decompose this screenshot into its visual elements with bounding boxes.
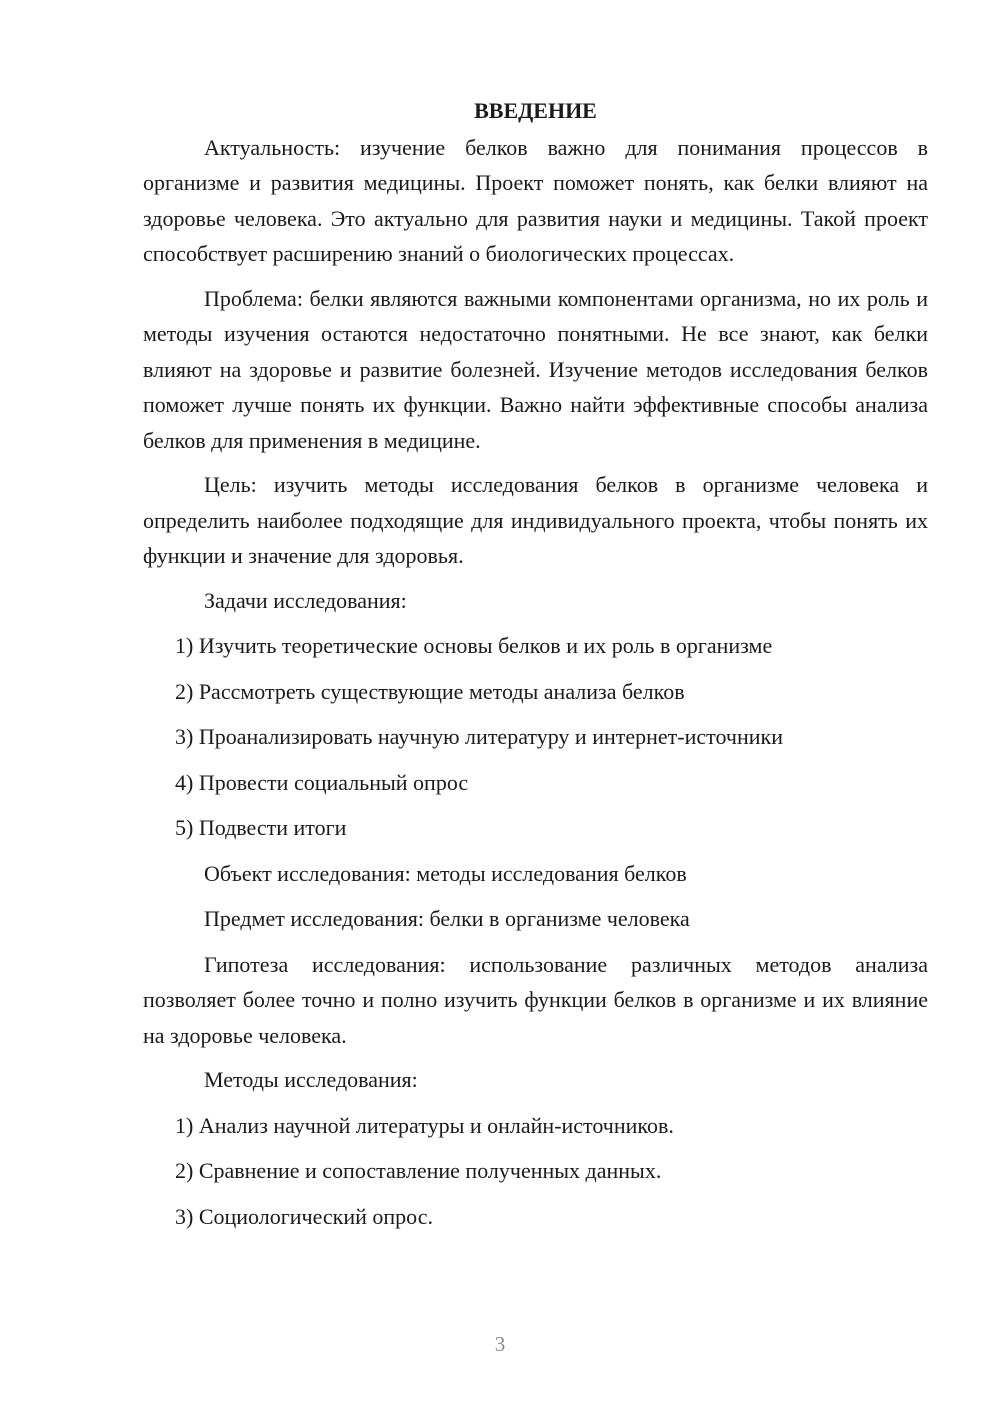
list-item: 2) Сравнение и сопоставление полученных данных.	[175, 1158, 662, 1183]
list-item: 1) Изучить теоретические основы белков и их роль в организме	[175, 633, 773, 658]
list-item: 3) Социологический опрос.	[175, 1203, 433, 1229]
list-item: 1) Анализ научной литературы и онлайн-источников.	[175, 1112, 674, 1138]
page-number: 3	[494, 1332, 506, 1356]
list-item: 5) Подвести итоги	[175, 815, 347, 840]
section-title: ВВЕДЕНИЕ	[474, 98, 597, 123]
tasks-list	[143, 628, 928, 846]
relevance-paragraph: Актуальность: изучение белков важно для понимания процессов в организме и развития медицины. Проект поможет понять, как белки влияют на здоровье человека. Это актуально для развития науки и медицины. Такой проект способствует расширению знаний о биологических процессах.	[143, 134, 928, 266]
hypothesis-paragraph: Гипотеза исследования: использование различных методов анализа позволяет более точно и полно изучить функции белков в организме и их влияние на здоровье человека.	[143, 951, 928, 1048]
document-page	[143, 93, 928, 1244]
tasks-heading: Задачи исследования:	[204, 587, 407, 613]
research-subject: Предмет исследования: белки в организме человека	[204, 906, 690, 931]
goal-paragraph: Цель: изучить методы исследования белков в организме человека и определить наиболее подходящие для индивидуального проекта, чтобы понять их функции и значение для здоровья.	[143, 472, 928, 568]
methods-heading: Методы исследования:	[204, 1067, 418, 1092]
problem-paragraph: Проблема: белки являются важными компонентами организма, но их роль и методы изучения остаются недостаточно понятными. Не все знают, как белки влияют на здоровье и развитие болезней. Изучение методов исследования белков поможет лучше понять их функции. Важно найти эффективные способы анализа белков для применения в медицине.	[143, 285, 928, 453]
list-item: 2) Рассмотреть существующие методы анализа белков	[175, 678, 685, 704]
methods-list	[143, 1108, 928, 1235]
list-item: 4) Провести социальный опрос	[175, 769, 469, 795]
list-item: 3) Проанализировать научную литературу и интернет-источники	[175, 724, 783, 749]
research-object: Объект исследования: методы исследования белков	[204, 860, 687, 886]
